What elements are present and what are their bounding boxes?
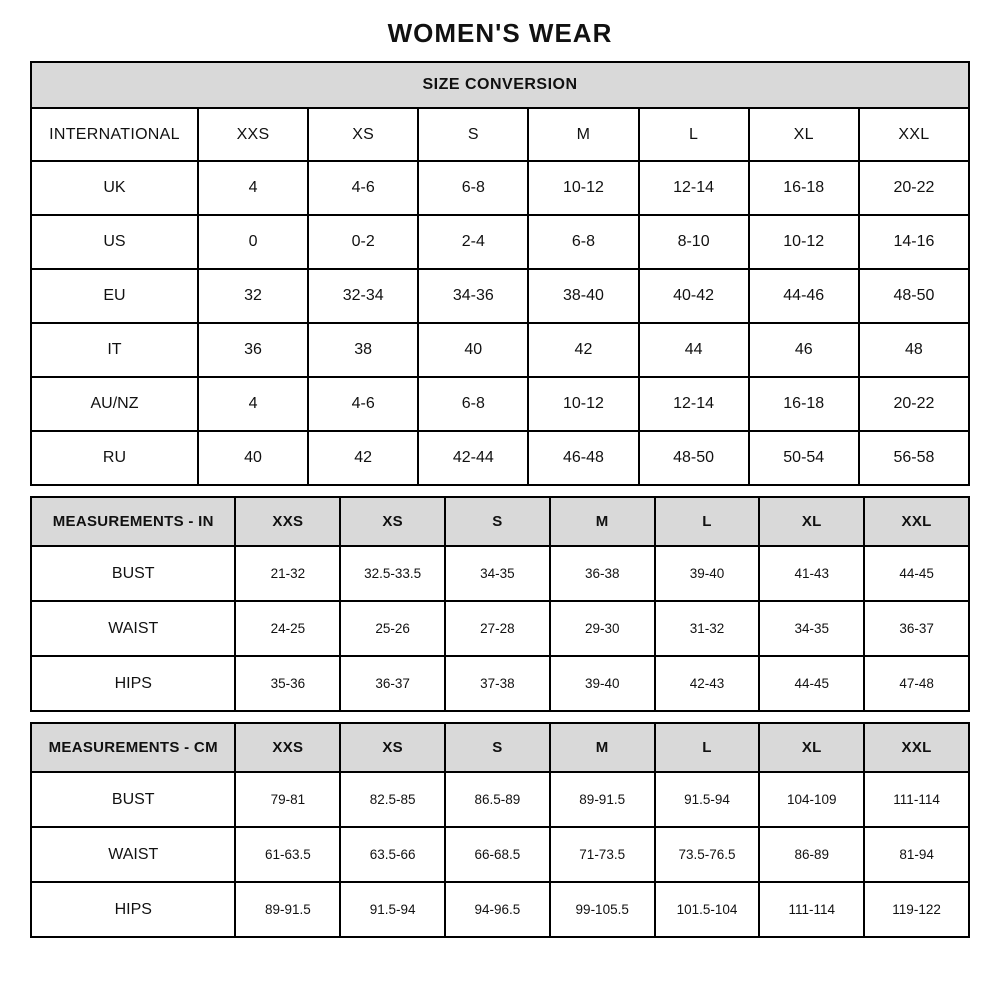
- table-cell: 66-68.5: [445, 827, 550, 882]
- table-cell: 111-114: [759, 882, 864, 937]
- row-label: RU: [31, 431, 198, 485]
- measurements_cm-header-label: MEASUREMENTS - CM: [31, 723, 235, 772]
- table-cell: 0: [198, 215, 308, 269]
- table-cell: 32-34: [308, 269, 418, 323]
- table-row: [31, 656, 969, 711]
- table-cell: 6-8: [418, 377, 528, 431]
- table-cell: 89-91.5: [550, 772, 655, 827]
- table-row: [31, 827, 969, 882]
- table-cell: 4: [198, 161, 308, 215]
- measurements-cm-table: [30, 722, 970, 938]
- size-column-header: XS: [340, 723, 445, 772]
- table-cell: 99-105.5: [550, 882, 655, 937]
- table-cell: 31-32: [655, 601, 760, 656]
- table-cell: 91.5-94: [655, 772, 760, 827]
- size-column-header: XL: [759, 497, 864, 546]
- table-cell: 4-6: [308, 161, 418, 215]
- table-cell: 44-46: [749, 269, 859, 323]
- table-cell: 73.5-76.5: [655, 827, 760, 882]
- table-cell: 42-44: [418, 431, 528, 485]
- size-column-header: XS: [340, 497, 445, 546]
- table-cell: 4-6: [308, 377, 418, 431]
- table-cell: 2-4: [418, 215, 528, 269]
- row-label: HIPS: [31, 882, 235, 937]
- table-row: [31, 323, 969, 377]
- row-label: HIPS: [31, 656, 235, 711]
- size-column-header: L: [639, 108, 749, 161]
- table-cell: 24-25: [235, 601, 340, 656]
- table-row: [31, 772, 969, 827]
- table-cell: 42: [308, 431, 418, 485]
- table-cell: 12-14: [639, 161, 749, 215]
- table-cell: 40: [418, 323, 528, 377]
- size-column-header: M: [550, 723, 655, 772]
- row-label: BUST: [31, 546, 235, 601]
- table-row: [31, 377, 969, 431]
- table-cell: 48-50: [639, 431, 749, 485]
- table-header-row: [31, 497, 969, 546]
- table-cell: 81-94: [864, 827, 969, 882]
- table-cell: 44-45: [759, 656, 864, 711]
- table-cell: 48-50: [859, 269, 969, 323]
- table-cell: 14-16: [859, 215, 969, 269]
- size-column-header: S: [445, 497, 550, 546]
- table-cell: 10-12: [528, 377, 638, 431]
- table-cell: 86.5-89: [445, 772, 550, 827]
- table-cell: 91.5-94: [340, 882, 445, 937]
- table-cell: 4: [198, 377, 308, 431]
- table-cell: 6-8: [528, 215, 638, 269]
- row-label: WAIST: [31, 601, 235, 656]
- table-row: [31, 269, 969, 323]
- table-cell: 27-28: [445, 601, 550, 656]
- table-cell: 89-91.5: [235, 882, 340, 937]
- row-label: UK: [31, 161, 198, 215]
- table-cell: 94-96.5: [445, 882, 550, 937]
- table-row: [31, 161, 969, 215]
- table-cell: 21-32: [235, 546, 340, 601]
- table-row: [31, 431, 969, 485]
- table-cell: 25-26: [340, 601, 445, 656]
- row-label: BUST: [31, 772, 235, 827]
- table-cell: 20-22: [859, 161, 969, 215]
- table-cell: 38: [308, 323, 418, 377]
- table-cell: 8-10: [639, 215, 749, 269]
- size-column-header: XS: [308, 108, 418, 161]
- size-column-header: XXL: [859, 108, 969, 161]
- table-cell: 32.5-33.5: [340, 546, 445, 601]
- table-cell: 38-40: [528, 269, 638, 323]
- table-cell: 34-35: [445, 546, 550, 601]
- row-label: AU/NZ: [31, 377, 198, 431]
- table-cell: 56-58: [859, 431, 969, 485]
- table-title-row: [31, 62, 969, 108]
- size_conversion-header-label: INTERNATIONAL: [31, 108, 198, 161]
- table-cell: 39-40: [550, 656, 655, 711]
- table-cell: 44: [639, 323, 749, 377]
- table-cell: 10-12: [749, 215, 859, 269]
- page-title: WOMEN'S WEAR: [387, 18, 613, 48]
- table-cell: 20-22: [859, 377, 969, 431]
- table-cell: 50-54: [749, 431, 859, 485]
- row-label: US: [31, 215, 198, 269]
- table-cell: 63.5-66: [340, 827, 445, 882]
- table-cell: 12-14: [639, 377, 749, 431]
- table-cell: 44-45: [864, 546, 969, 601]
- table-cell: 86-89: [759, 827, 864, 882]
- size-column-header: S: [418, 108, 528, 161]
- size-column-header: XL: [749, 108, 859, 161]
- measurements_in-header-label: MEASUREMENTS - IN: [31, 497, 235, 546]
- row-label: IT: [31, 323, 198, 377]
- table-cell: 41-43: [759, 546, 864, 601]
- size-column-header: XXS: [235, 723, 340, 772]
- table-cell: 42: [528, 323, 638, 377]
- table-row: [31, 215, 969, 269]
- table-cell: 46-48: [528, 431, 638, 485]
- table-cell: 37-38: [445, 656, 550, 711]
- size-column-header: XXS: [198, 108, 308, 161]
- table-header-row: [31, 108, 969, 161]
- size-column-header: XXL: [864, 723, 969, 772]
- table-row: [31, 882, 969, 937]
- table-cell: 48: [859, 323, 969, 377]
- size-column-header: L: [655, 723, 760, 772]
- size-column-header: XL: [759, 723, 864, 772]
- size-conversion-table: [30, 61, 970, 486]
- table-cell: 10-12: [528, 161, 638, 215]
- size-column-header: S: [445, 723, 550, 772]
- table-cell: 34-35: [759, 601, 864, 656]
- table-cell: 0-2: [308, 215, 418, 269]
- size-column-header: M: [550, 497, 655, 546]
- table-cell: 61-63.5: [235, 827, 340, 882]
- size-column-header: L: [655, 497, 760, 546]
- table-cell: 111-114: [864, 772, 969, 827]
- row-label: WAIST: [31, 827, 235, 882]
- size-column-header: XXS: [235, 497, 340, 546]
- measurements-in-table: [30, 496, 970, 712]
- table-cell: 101.5-104: [655, 882, 760, 937]
- table-cell: 104-109: [759, 772, 864, 827]
- table-cell: 82.5-85: [340, 772, 445, 827]
- table-cell: 34-36: [418, 269, 528, 323]
- row-label: EU: [31, 269, 198, 323]
- table-row: [31, 546, 969, 601]
- table-cell: 16-18: [749, 377, 859, 431]
- table-cell: 40: [198, 431, 308, 485]
- table-cell: 47-48: [864, 656, 969, 711]
- table-cell: 40-42: [639, 269, 749, 323]
- table-cell: 16-18: [749, 161, 859, 215]
- table-cell: 36: [198, 323, 308, 377]
- table-cell: 46: [749, 323, 859, 377]
- table-cell: 79-81: [235, 772, 340, 827]
- size-column-header: M: [528, 108, 638, 161]
- table-cell: 36-37: [340, 656, 445, 711]
- table-header-row: [31, 723, 969, 772]
- size_conversion-title: SIZE CONVERSION: [31, 62, 969, 108]
- table-cell: 119-122: [864, 882, 969, 937]
- table-cell: 36-37: [864, 601, 969, 656]
- table-cell: 39-40: [655, 546, 760, 601]
- table-cell: 71-73.5: [550, 827, 655, 882]
- size-column-header: XXL: [864, 497, 969, 546]
- table-cell: 35-36: [235, 656, 340, 711]
- table-row: [31, 601, 969, 656]
- table-cell: 29-30: [550, 601, 655, 656]
- table-cell: 32: [198, 269, 308, 323]
- table-cell: 42-43: [655, 656, 760, 711]
- table-cell: 6-8: [418, 161, 528, 215]
- table-cell: 36-38: [550, 546, 655, 601]
